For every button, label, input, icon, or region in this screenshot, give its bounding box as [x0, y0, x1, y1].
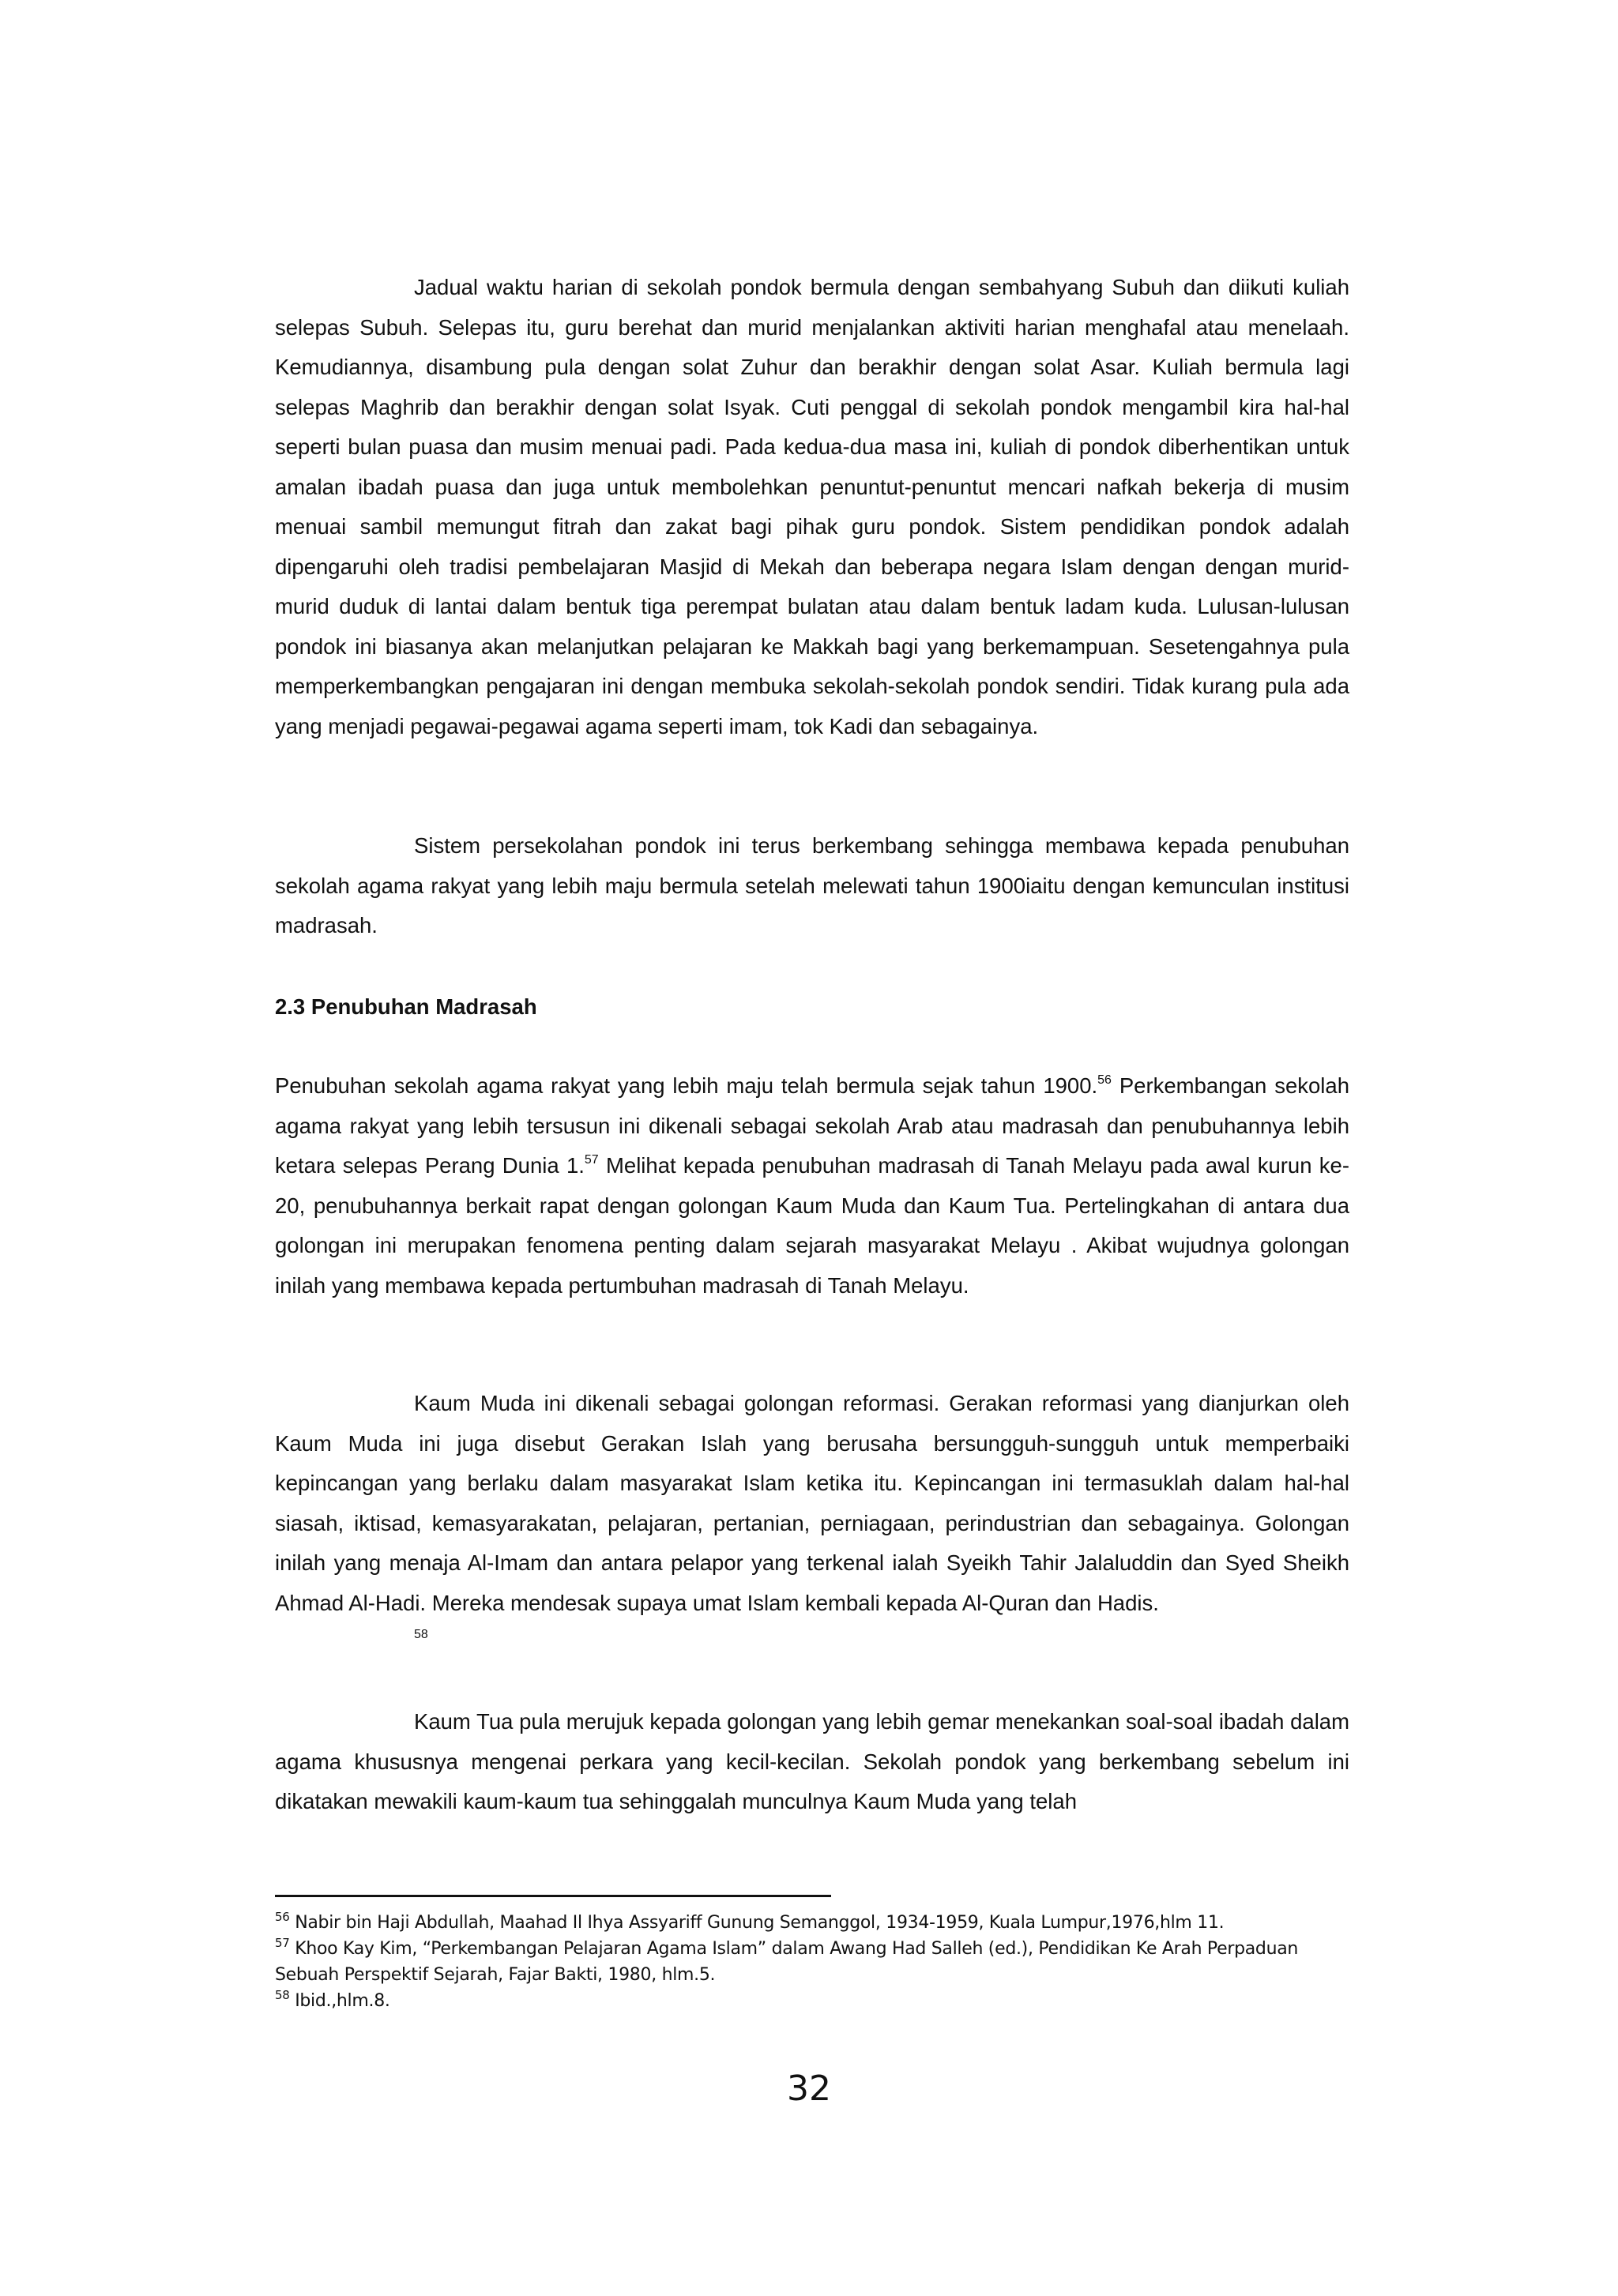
footnote-56 — [275, 1910, 1365, 1936]
paragraph-jadual-waktu: Jadual waktu harian di sekolah pondok bermula dengan sembahyang Subuh dan diikuti kuliah selepas Subuh. Selepas itu, guru berehat dan murid menjalankan aktiviti harian menghafal atau menelaah. Kemudiannya, disambung pula dengan solat Zuhur dan berakhir dengan solat Asar. Kuliah bermula lagi selepas Maghrib dan berakhir dengan solat Isyak. Cuti penggal di sekolah pondok mengambil kira hal-hal seperti bulan puasa dan musim menuai padi. Pada kedua-dua masa ini, kuliah di pondok diberhentikan untuk amalan ibadah puasa dan juga untuk membolehkan penuntut-penuntut mencari nafkah bekerja di musim menuai sambil memungut fitrah dan zakat bagi pihak guru pondok. Sistem pendidikan pondok adalah dipengaruhi oleh tradisi pembelajaran Masjid di Mekah dan beberapa negara Islam dengan dengan murid-murid duduk di lantai dalam bentuk tiga perempat bulatan atau dalam bentuk ladam kuda. Lulusan-lulusan pondok ini biasanya akan melanjutkan pelajaran ke Makkah bagi yang berkemampuan. Sesetengahnya pula memperkembangkan pengajaran ini dengan membuka sekolah-sekolah pondok sendiri. Tidak kurang pula ada yang menjadi pegawai-pegawai agama seperti imam, tok Kadi dan sebagainya. — [275, 275, 1349, 738]
paragraph-kaum-muda — [275, 1384, 1349, 1647]
footnote-separator — [275, 1895, 831, 1897]
paragraph-text: Penubuhan sekolah agama rakyat yang lebih maju telah bermula sejak tahun 1900. — [275, 1073, 1098, 1098]
footnote-ref: 57 — [584, 1153, 599, 1167]
footnote-number: 57 — [275, 1936, 290, 1950]
paragraph-text: Kaum Muda ini dikenali sebagai golongan reformasi. Gerakan reformasi yang dianjurkan oleh Kaum Muda ini juga disebut Gerakan Islah yang berusaha bersungguh-sungguh untuk memperbaiki kepincangan yang berlaku dalam masyarakat Islam ketika itu. Kepincangan ini termasuklah dalam hal-hal siasah, iktisad, kemasyarakatan, pelajaran, pertanian, perniagaan, perindustrian dan sebagainya. Golongan inilah yang menaja Al-Imam dan antara pelapor yang terkenal ialah Syeikh Tahir Jalaluddin dan Syed Sheikh Ahmad Al-Hadi. Mereka mendesak supaya umat Islam kembali kepada Al-Quran dan Hadis. — [275, 1391, 1349, 1615]
footnote-text: Khoo Kay Kim, “Perkembangan Pelajaran Agama Islam” dalam Awang Had Salleh (ed.), Pendidikan Ke Arah Perpaduan Sebuah Perspektif Sejarah, Fajar Bakti, 1980, hlm.5. — [275, 1939, 1299, 1985]
page-number: 32 — [787, 2069, 831, 2109]
paragraph-text: Melihat kepada penubuhan madrasah di Tanah Melayu pada awal kurun ke-20, penubuhannya berkait rapat dengan golongan Kaum Muda dan Kaum Tua. Pertelingkahan di antara dua golongan ini merupakan fenomena penting dalam sejarah masyarakat Melayu . Akibat wujudnya golongan inilah yang membawa kepada pertumbuhan madrasah di Tanah Melayu. — [275, 1153, 1349, 1298]
footnote-ref: 56 — [1097, 1073, 1112, 1087]
paragraph-text: Perkembangan sekolah agama rakyat yang lebih tersusun ini dikenali sebagai sekolah Arab atau madrasah dan penubuhannya lebih ketara selepas Perang Dunia 1. — [275, 1073, 1349, 1178]
paragraph-penubuhan — [275, 1066, 1349, 1306]
footnote-58 — [275, 1988, 1365, 2014]
section-heading: 2.3 Penubuhan Madrasah — [275, 994, 537, 1019]
paragraph-sistem-persekolahan: Sistem persekolahan pondok ini terus berkembang sehingga membawa kepada penubuhan sekolah agama rakyat yang lebih maju bermula setelah melewati tahun 1900iaitu dengan kemunculan institusi madrasah. — [275, 833, 1349, 938]
footnote-57 — [275, 1936, 1365, 1988]
footnote-text: Nabir bin Haji Abdullah, Maahad Il Ihya Assyariff Gunung Semanggol, 1934-1959, Kuala Lumpur,1976,hlm 11. — [289, 1913, 1225, 1933]
footnote-text: Ibid.,hlm.8. — [289, 1991, 390, 2011]
footnote-number: 58 — [275, 1988, 290, 2002]
paragraph-kaum-tua: Kaum Tua pula merujuk kepada golongan yang lebih gemar menekankan soal-soal ibadah dalam agama khususnya mengenai perkara yang kecil-kecilan. Sekolah pondok yang berkembang sebelum ini dikatakan mewakili kaum-kaum tua sehinggalah munculnya Kaum Muda yang telah — [275, 1709, 1349, 1813]
footnotes — [275, 1910, 1365, 2014]
footnote-number: 56 — [275, 1910, 290, 1924]
footnote-ref: 58 — [414, 1628, 428, 1641]
